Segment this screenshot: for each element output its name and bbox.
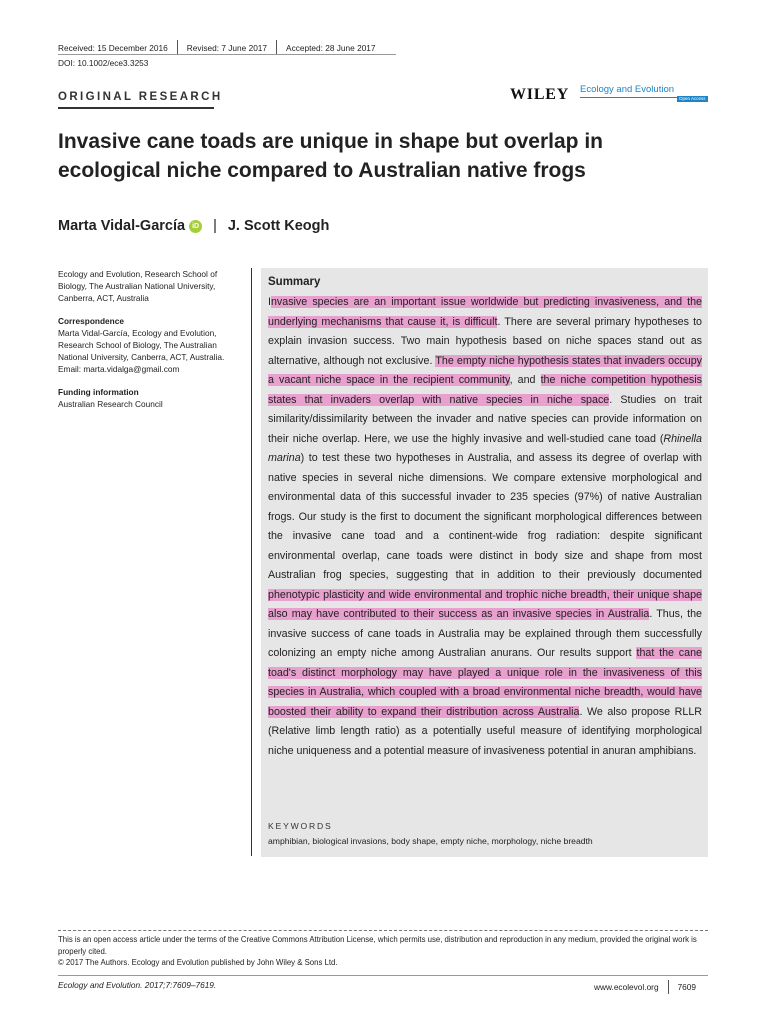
author-name[interactable]: J. Scott Keogh [227,218,330,234]
license-rule [58,930,708,931]
article-dates [58,40,376,55]
summary-heading: Summary [268,276,321,288]
header-rule [58,54,396,55]
summary-segment: , and [509,374,541,386]
license-notice [58,934,708,969]
funding-text: Australian Research Council [58,398,163,409]
received-date: Received: 15 December 2016 [58,42,168,53]
license-text: This is an open access article under the terms of the Creative Commons Attribution License, which permits use, distribution and reproduction in any medium, provided the original work is properly cited. [58,935,697,956]
section-label: ORIGINAL RESEARCH [58,91,223,103]
page-separator [668,980,669,994]
column-divider [251,268,252,856]
correspondence-email[interactable]: Email: marta.vidalga@gmail.com [58,364,180,375]
keywords-label: KEYWORDS [268,821,333,831]
highlighted-text[interactable]: The empty niche hypothesis states that invaders occupy a vacant niche space in the recipient community [268,354,702,386]
species-name: Rhinella marina [268,432,702,464]
highlighted-text[interactable]: that the cane toad's distinct morphology may have played a unique role in the invasiveness of this species in Australia, which coupled with a broad environmental niche breadth, would have boosted their ability to expand their distribution across Australia [268,647,702,718]
publisher-logo: WILEY [510,86,570,103]
summary-segment: . Thus, the invasive success of cane toads in Australia may be explained through them successfully colonizing an empty niche among Australian anurans. Our results support [268,608,702,659]
page-number: 7609 [677,982,697,992]
section-rule [58,107,214,109]
highlighted-text[interactable]: nvasive species are an important issue worldwide but predicting invasiveness, and the underlying mechanisms that cause it, is difficult [268,296,702,328]
journal-citation: Ecology and Evolution. 2017;7:7609–7619. [58,980,217,990]
summary-text [268,293,702,761]
affiliation: Ecology and Evolution, Research School of Biology, The Australian National University, Canberra, ACT, Australia [58,269,218,304]
correspondence-heading: Correspondence [58,315,124,326]
keywords-list: amphibian, biological invasions, body shape, empty niche, morphology, niche breadth [268,836,593,846]
accepted-date: Accepted: 28 June 2017 [286,42,376,53]
open-access-badge: Open Access [679,96,706,101]
summary-segment: I [268,296,271,308]
author-name[interactable]: Marta Vidal-García [58,218,186,234]
summary-segment: ) to test these two hypotheses in Australia, and assess its degree of overlap with native species in several niche dimensions. We compare extensive morphological and environmental data of this successful invader to 235 species (97%) of native Australian frogs. Our study is the first to document the significant morphological differences between the invasive cane toad and a continent-wide frog radiation: despite significant environmental overlap, cane toads were distinct in body size and shape from most Australian frog species, suggesting that in addition to their previously documented [268,452,702,581]
funding-heading: Funding information [58,386,139,397]
footer-right [594,980,696,994]
highlighted-text[interactable]: phenotypic plasticity and wide environmental and trophic niche breadth, their unique shape also may have contributed to their success as an invasive species in Australia [268,588,702,620]
summary-segment: . Studies on trait similarity/dissimilarity between the invader and native species can provide information on their niche overlap. Here, we use the highly invasive and well-studied cane toad ( [268,393,702,445]
orcid-icon[interactable]: iD [189,220,202,233]
doi[interactable]: DOI: 10.1002/ece3.3253 [58,58,149,68]
author-line [58,218,329,234]
footer-rule [58,975,708,976]
revised-date: Revised: 7 June 2017 [186,42,268,53]
date-separator [177,40,178,55]
summary-segment: . There are several primary hypotheses to explain invasion success. Two main hypothesis based on niche spaces stand out as alternative, although not exclusive. [268,315,702,367]
copyright-text: © 2017 The Authors. Ecology and Evolution published by John Wiley & Sons Ltd. [58,958,338,968]
journal-website-link[interactable]: www.ecolevol.org [594,982,659,992]
article-sidebar [58,268,240,410]
summary-segment: . We also propose RLLR (Relative limb length ratio) as a potentially useful measure of identifying morphological niche uniqueness and a potential measure of invasiveness potential in anuran amphibians. [268,705,702,757]
article-title: Invasive cane toads are unique in shape but overlap in ecological niche compared to Australian native frogs [58,130,603,182]
journal-brand: Ecology and Evolution [580,84,675,95]
author-separator: | [213,218,217,234]
correspondence-text: Marta Vidal-García, Ecology and Evolution, Research School of Biology, The Australian National University, Canberra, ACT, Australia. [58,327,225,363]
date-separator [276,40,277,55]
highlighted-text[interactable]: the niche competition hypothesis states that invaders overlap with native species in niche space [268,374,702,406]
